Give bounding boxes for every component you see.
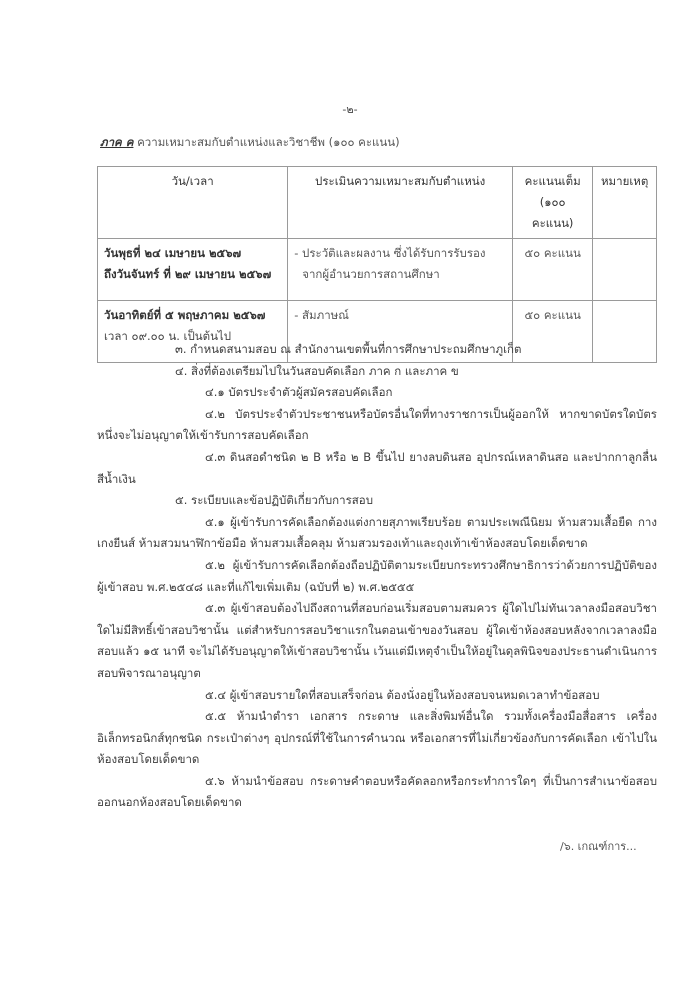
section-title: ความเหมาะสมกับตำแหน่งและวิชาชีพ (๑๐๐ คะแนน) xyxy=(133,135,400,149)
date-line1: วันอาทิตย์ที่ ๕ พฤษภาคม ๒๕๖๗ xyxy=(104,308,266,322)
item-5-3: ๕.๓ ผู้เข้าสอบต้องไปถึงสถานที่สอบก่อนเริ่มสอบตามสมควร ผู้ใดไปไม่ทันเวลาลงมือสอบวิชาใดไม่มีสิทธิ์เข้าสอบวิชานั้น แต่สำหรับการสอบวิชาแรกในตอนเข้าของวันสอบ ผู้ใดเข้าห้องสอบหลังจากเวลาลงมือสอบแล้ว ๑๕ นาที จะไม่ได้รับอนุญาตให้เข้าสอบวิชานั้น เว้นแต่มีเหตุจำเป็นให้อยู่ในดุลพินิจของประธานดำเนินการสอบพิจารณาอนุญาต xyxy=(97,601,657,680)
table-header-row xyxy=(98,167,657,239)
header-evaluation: ประเมินความเหมาะสมกับตำแหน่ง xyxy=(288,167,513,239)
eval-line1: - สัมภาษณ์ xyxy=(294,308,349,322)
item-4: ๔. สิ่งที่ต้องเตรียมไปในวันสอบคัดเลือก ภาค ก และภาค ข xyxy=(175,363,459,378)
section-prefix: ภาค ค xyxy=(100,135,134,149)
score-cell: ๕๐ คะแนน xyxy=(513,301,593,363)
continuation-marker: /๖. เกณฑ์การ... xyxy=(560,840,637,853)
item-5: ๕. ระเบียบและข้อปฏิบัติเกี่ยวกับการสอบ xyxy=(175,493,374,508)
eval-line2: จากผู้อำนวยการสถานศึกษา xyxy=(302,267,440,281)
item-3: ๓. กำหนดสนามสอบ ณ สำนักงานเขตพื้นที่การศึกษาประถมศึกษาภูเก็ต xyxy=(175,342,522,356)
section-heading xyxy=(100,134,400,152)
item-4-2: ๔.๒ บัตรประจำตัวประชาชนหรือบัตรอื่นใดที่ทางราชการเป็นผู้ออกให้ หากขาดบัตรใดบัตรหนึ่งจะไม่อนุญาตให้เข้ารับการสอบคัดเลือก xyxy=(97,406,657,443)
item-4-1: ๔.๑ บัตรประจำตัวผู้สมัครสอบคัดเลือก xyxy=(205,385,393,400)
header-score-line2: (๑๐๐ คะแนน) xyxy=(531,195,574,230)
date-cell xyxy=(98,239,288,301)
eval-line1: - ประวัติและผลงาน ซึ่งได้รับการรับรอง xyxy=(294,246,486,260)
header-score xyxy=(513,167,593,239)
item-5-5: ๕.๕ ห้ามนำตำรา เอกสาร กระดาษ และสิ่งพิมพ์อื่นใด รวมทั้งเครื่องมือสื่อสาร เครื่องอิเล็กทรอนิกส์ทุกชนิด กระเป๋าต่างๆ อุปกรณ์ที่ใช้ในการคำนวณ หรือเอกสารที่ไม่เกี่ยวข้องกับการคัดเลือก เข้าไปในห้องสอบโดยเด็ดขาด xyxy=(97,709,657,767)
table-row xyxy=(98,239,657,301)
date-line2: เวลา ๐๙.๐๐ น. เป็นต้นไป xyxy=(104,329,232,343)
item-5-2: ๕.๒ ผู้เข้ารับการคัดเลือกต้องถือปฏิบัติตามระเบียบกระทรวงศึกษาธิการว่าด้วยการปฏิบัติของผู้เข้าสอบ พ.ศ.๒๕๔๘ และที่แก้ไขเพิ่มเติม (ฉบับที่ ๒) พ.ศ.๒๕๕๕ xyxy=(97,557,657,594)
header-date: วัน/เวลา xyxy=(98,167,288,239)
schedule-table xyxy=(97,166,657,363)
item-5-1: ๕.๑ ผู้เข้ารับการคัดเลือกต้องแต่งกายสุภาพเรียบร้อย ตามประเพณีนิยม ห้ามสวมเสื้อยืด กางเกงยีนส์ ห้ามสวมนาฬิกาข้อมือ ห้ามสวมเสื้อคลุม ห้ามสวมรองเท้าและถุงเท้าเข้าห้องสอบโดยเด็ดขาด xyxy=(97,514,657,551)
date-line1: วันพุธที่ ๒๔ เมษายน ๒๕๖๗ xyxy=(104,246,242,260)
remark-cell xyxy=(593,239,657,301)
item-5-4: ๕.๔ ผู้เข้าสอบรายใดที่สอบเสร็จก่อน ต้องนั่งอยู่ในห้องสอบจนหมดเวลาทำข้อสอบ xyxy=(205,687,600,702)
item-4-3: ๔.๓ ดินสอดำชนิด ๒ B หรือ ๒ B ขึ้นไป ยางลบดินสอ อุปกรณ์เหลาดินสอ และปากกาลูกลื่นสีน้ำเงิน xyxy=(97,449,657,486)
page-number: -๒- xyxy=(342,103,358,116)
document-body xyxy=(97,339,657,814)
evaluation-cell xyxy=(288,239,513,301)
item-5-6: ๕.๖ ห้ามนำข้อสอบ กระดาษคำตอบหรือคัดลอกหรือกระทำการใดๆ ที่เป็นการสำเนาข้อสอบออกนอกห้องสอบโดยเด็ดขาด xyxy=(97,773,657,810)
date-line2: ถึงวันจันทร์ ที่ ๒๙ เมษายน ๒๕๖๗ xyxy=(104,267,272,281)
header-score-line1: คะแนนเต็ม xyxy=(524,174,581,188)
header-remark: หมายเหตุ xyxy=(593,167,657,239)
score-cell: ๕๐ คะแนน xyxy=(513,239,593,301)
